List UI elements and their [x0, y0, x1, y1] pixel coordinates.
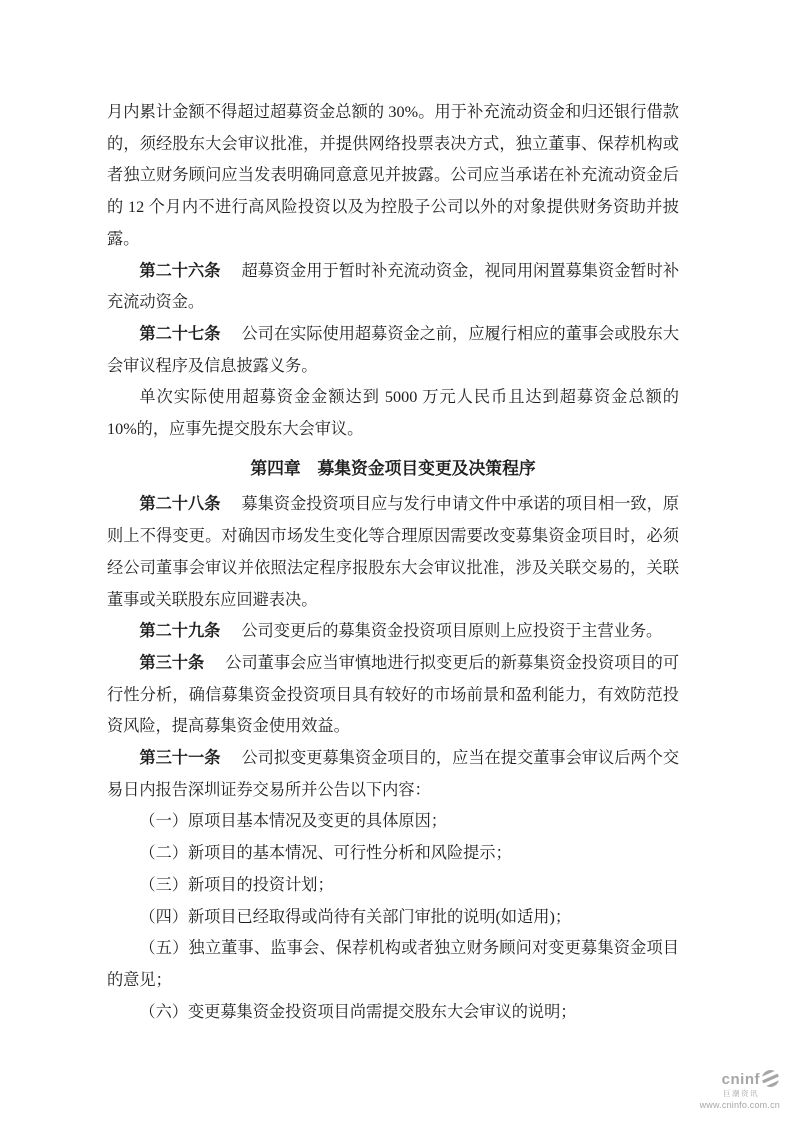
- article-number: 第二十九条: [139, 622, 221, 641]
- cninfo-logo-row: [694, 1071, 780, 1088]
- article-paragraph: 第三十一条 公司拟变更募集资金项目的，应当在提交董事会审议后两个交易日内报告深圳证券交易所并公告以下内容：: [107, 749, 680, 799]
- list-item-paragraph: （一）原项目基本情况及变更的具体原因；: [139, 812, 447, 831]
- article-number: 第二十六条: [139, 261, 221, 280]
- article-paragraph: 第二十六条 超募资金用于暂时补充流动资金，视同用闲置募集资金暂时补充流动资金。: [107, 261, 680, 312]
- cninfo-swirl-icon: [761, 1069, 780, 1088]
- list-item-paragraph: （五）独立董事、监事会、保荐机构或者独立财务顾问对变更募集资金项目的意见；: [107, 939, 679, 989]
- chapter-heading: 第四章 募集资金项目变更及决策程序: [250, 458, 536, 478]
- continuation-paragraph: 月内累计金额不得超过超募资金总额的 30%。用于补充流动资金和归还银行借款的，须经股东大会审议批准，并提供网络投票表决方式，独立董事、保荐机构或者独立财务顾问应当发表明确同意意见并披露。公司应当承诺在补充流动资金后的 12 个月内不进行高风险投资以及为控股子公司以外的对象提供财务资助并披露。: [107, 103, 679, 248]
- article-number: 第三十一条: [139, 749, 221, 768]
- cninfo-logo-text: cninf: [721, 1071, 760, 1088]
- list-item-paragraph: （三）新项目的投资计划；: [139, 875, 334, 894]
- article-paragraph: 第二十八条 募集资金投资项目应与发行申请文件中承诺的项目相一致，原则上不得变更。对确因市场发生变化等合理原因需要改变募集资金项目时，必须经公司董事会审议并依照法定程序报股东大会审议批准，涉及关联交易的，关联董事或关联股东应回避表决。: [107, 495, 680, 609]
- article-number: 第二十七条: [139, 324, 221, 343]
- article-paragraph: 第三十条 公司董事会应当审慎地进行拟变更后的新募集资金投资项目的可行性分析，确信募集资金投资项目具有较好的市场前景和盈利能力，有效防范投资风险，提高募集资金使用效益。: [107, 653, 680, 736]
- document-body: [107, 97, 679, 1028]
- article-paragraph: 第二十七条 公司在实际使用超募资金之前，应履行相应的董事会或股东大会审议程序及信息披露义务。: [107, 324, 680, 375]
- cninfo-url: www.cninfo.com.cn: [699, 1099, 780, 1110]
- list-item-paragraph: （四）新项目已经取得或尚待有关部门审批的说明(如适用)；: [139, 907, 572, 926]
- cninfo-chinese-name: 巨潮资讯: [723, 1089, 759, 1098]
- list-item-paragraph: （六）变更募集资金投资项目尚需提交股东大会审议的说明；: [139, 1002, 577, 1021]
- article-paragraph: 第二十九条 公司变更后的募集资金投资项目原则上应投资于主营业务。: [139, 622, 663, 641]
- body-paragraph: 单次实际使用超募资金金额达到 5000 万元人民币且达到超募资金总额的 10%的，应事先提交股东大会审议。: [107, 388, 679, 439]
- list-item-paragraph: （二）新项目的基本情况、可行性分析和风险提示；: [139, 844, 512, 863]
- article-number: 第二十八条: [139, 495, 221, 514]
- article-number: 第三十条: [139, 653, 205, 672]
- cninfo-watermark: [694, 1071, 780, 1110]
